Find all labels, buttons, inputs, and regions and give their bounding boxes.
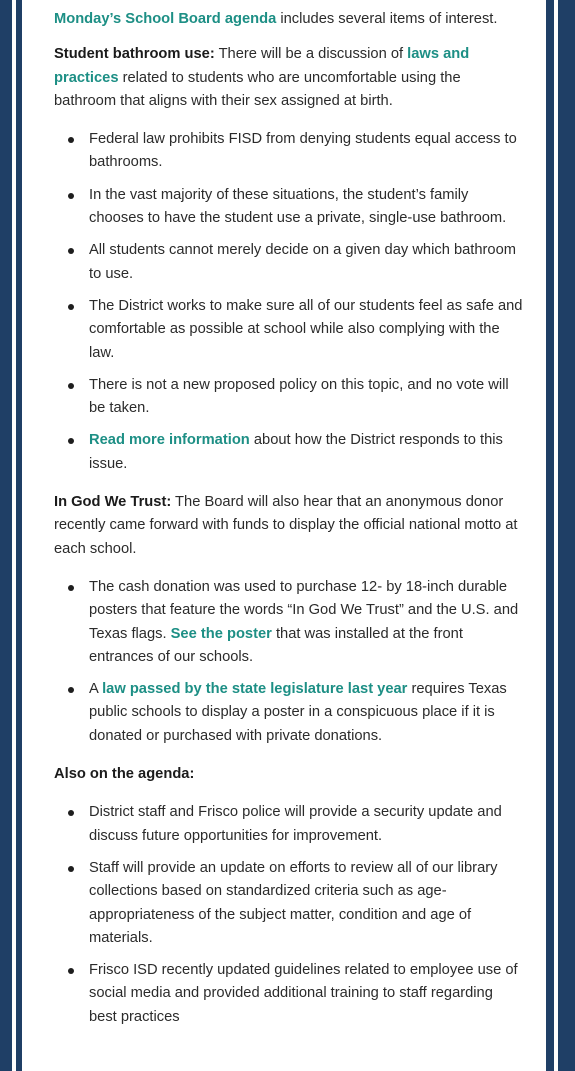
bathroom-bullet-1: Federal law prohibits FISD from denying students equal access to bathrooms.: [54, 128, 524, 175]
god-bullet-list: [54, 576, 524, 748]
god-bullet-1-before: The cash donation was used to purchase 12- by 18-inch durable posters that feature the words “In God We Trust” and the U.S. and Texas flags.: [89, 578, 519, 642]
bathroom-bullet-4: The District works to make sure all of our students feel as safe and comfortable as possible at school while also complying with the law.: [54, 295, 524, 365]
agenda-heading: Also on the agenda:: [54, 766, 195, 783]
school-board-agenda-link[interactable]: Monday’s School Board agenda: [54, 11, 277, 27]
bathroom-bullet-6: [54, 429, 524, 476]
agenda-heading-paragraph: [54, 763, 524, 786]
agenda-bullet-1: District staff and Frisco police will provide a security update and discuss future opportunities for improvement.: [54, 801, 524, 848]
agenda-bullet-3: Frisco ISD recently updated guidelines related to employee use of social media and provided additional training to staff regarding best practices: [54, 959, 524, 1029]
god-bullet-1-after: that was installed at the front entrances of our schools.: [89, 625, 463, 665]
right-frame-border: [546, 0, 575, 1071]
state-legislature-law-link[interactable]: law passed by the state legislature last year: [102, 681, 408, 698]
bathroom-bullet-2: In the vast majority of these situations, the student’s family chooses to have the student use a private, single-use bathroom.: [54, 184, 524, 231]
bathroom-bullet-3: All students cannot merely decide on a given day which bathroom to use.: [54, 239, 524, 286]
god-bullet-1: [54, 576, 524, 669]
bathroom-paragraph: [54, 43, 524, 113]
god-heading: In God We Trust:: [54, 494, 172, 511]
read-more-text: about how the District responds to this issue.: [89, 432, 503, 472]
bathroom-bullet-list: [54, 128, 524, 476]
intro-text: includes several items of interest.: [276, 11, 498, 27]
agenda-bullet-list: [54, 801, 524, 1029]
god-text: The Board will also hear that an anonymous donor recently came forward with funds to display the official national motto at each school.: [54, 494, 518, 557]
agenda-bullet-2: Staff will provide an update on efforts to review all of our library collections based on standardized criteria such as age-appropriateness of the subject matter, condition and age of materials.: [54, 857, 524, 950]
god-paragraph: [54, 491, 524, 561]
bathroom-text-before: There will be a discussion of: [214, 46, 408, 63]
bathroom-text-after: related to students who are uncomfortable using the bathroom that aligns with their sex assigned at birth.: [54, 69, 461, 109]
read-more-information-link[interactable]: Read more information: [89, 432, 250, 449]
article-content: [54, 8, 524, 1029]
bathroom-bullet-5: There is not a new proposed policy on this topic, and no vote will be taken.: [54, 374, 524, 421]
laws-and-practices-link[interactable]: laws and practices: [54, 46, 470, 86]
see-the-poster-link[interactable]: See the poster: [170, 625, 272, 642]
left-frame-border: [0, 0, 22, 1071]
god-bullet-2-before: A: [89, 681, 103, 698]
god-bullet-2-after: requires Texas public schools to display a poster in a conspicuous place if it is donated or purchased with private donations.: [89, 681, 507, 744]
intro-paragraph: [54, 8, 524, 31]
god-bullet-2: [54, 678, 524, 748]
bathroom-heading: Student bathroom use:: [54, 46, 215, 63]
